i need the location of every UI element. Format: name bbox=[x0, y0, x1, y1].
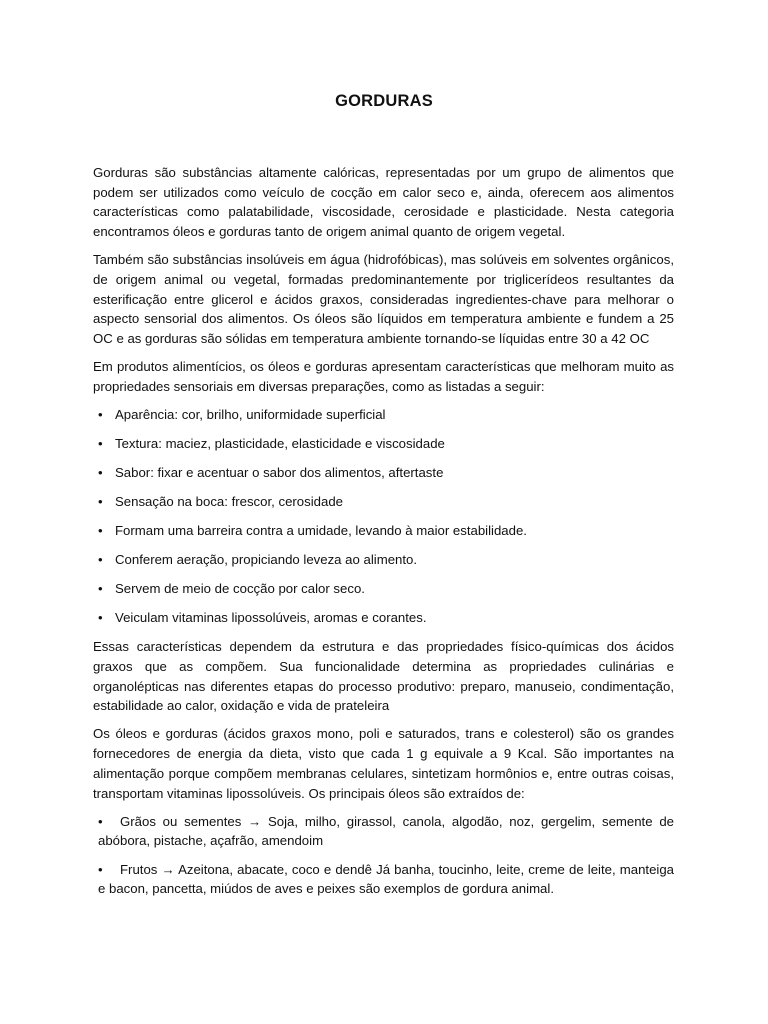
document-body bbox=[93, 163, 674, 908]
list-item bbox=[93, 492, 674, 512]
list-item-text: Aparência: cor, brilho, uniformidade superficial bbox=[115, 407, 386, 423]
paragraph-sensory: Em produtos alimentícios, os óleos e gorduras apresentam características que melhoram muito as propriedades sensoriais em diversas preparações, como as listadas a seguir: bbox=[93, 359, 674, 395]
bullet-icon: • bbox=[98, 407, 103, 423]
list-item-text: Servem de meio de cocção por calor seco. bbox=[115, 581, 365, 597]
paragraph-structure: Essas características dependem da estrutura e das propriedades físico-químicas dos ácidos graxos que as compõem. Sua funcionalidade determina as propriedades culinárias e organolépticas nas diferentes etapas do processo produtivo: preparo, manuseio, condimentação, estabilidade ao calor, oxidação e vida de prateleira bbox=[93, 639, 674, 714]
list-item bbox=[93, 550, 674, 570]
sources-item-fruits bbox=[93, 860, 674, 899]
list-item bbox=[93, 434, 674, 454]
properties-list bbox=[93, 405, 674, 628]
bullet-icon: • bbox=[98, 436, 103, 452]
list-item-text: Sensação na boca: frescor, cerosidade bbox=[115, 494, 343, 510]
list-item-text: Conferem aeração, propiciando leveza ao alimento. bbox=[115, 552, 418, 568]
bullet-icon: • bbox=[98, 581, 103, 597]
list-item bbox=[93, 608, 674, 628]
page-title: GORDURAS bbox=[335, 92, 433, 110]
list-item-text: Frutos → Azeitona, abacate, coco e dendê Já banha, toucinho, leite, creme de leite, manteiga e bacon, pancetta, miúdos de aves e peixes são exemplos de gordura animal. bbox=[98, 861, 674, 897]
bullet-icon: • bbox=[98, 813, 103, 829]
list-item-text: Grãos ou sementes → Soja, milho, girassol, canola, algodão, noz, gergelim, semente de abóbora, pistache, açafrão, amendoim bbox=[98, 813, 674, 849]
list-item-text: Formam uma barreira contra a umidade, levando à maior estabilidade. bbox=[115, 523, 527, 539]
bullet-icon: • bbox=[98, 610, 103, 626]
list-item bbox=[93, 521, 674, 541]
bullet-icon: • bbox=[98, 523, 103, 539]
list-item-text: Veiculam vitaminas lipossolúveis, aromas e corantes. bbox=[115, 610, 427, 626]
list-item bbox=[93, 579, 674, 599]
list-item-text: Textura: maciez, plasticidade, elasticidade e viscosidade bbox=[115, 436, 445, 452]
paragraph-energy: Os óleos e gorduras (ácidos graxos mono, poli e saturados, trans e colesterol) são os grandes fornecedores de energia da dieta, visto que cada 1 g equivale a 9 Kcal. São importantes na alimentação porque compõem membranas celulares, sintetizam hormônios e, entre outras coisas, transportam vitaminas lipossolúveis. Os principais óleos são extraídos de: bbox=[93, 726, 674, 801]
sources-item-grains bbox=[93, 812, 674, 851]
list-item bbox=[93, 405, 674, 425]
paragraph-intro: Gorduras são substâncias altamente calóricas, representadas por um grupo de alimentos que podem ser utilizados como veículo de cocção em calor seco e, ainda, oferecem aos alimentos características como palatabilidade, viscosidade, cerosidade e plasticidade. Nesta categoria encontramos óleos e gorduras tanto de origem animal quanto de origem vegetal. bbox=[93, 165, 674, 240]
bullet-icon: • bbox=[98, 465, 103, 481]
bullet-icon: • bbox=[98, 552, 103, 568]
list-item bbox=[93, 463, 674, 483]
bullet-icon: • bbox=[98, 494, 103, 510]
list-item-text: Sabor: fixar e acentuar o sabor dos alimentos, aftertaste bbox=[115, 465, 444, 481]
bullet-icon: • bbox=[98, 861, 103, 877]
paragraph-properties: Também são substâncias insolúveis em água (hidrofóbicas), mas solúveis em solventes orgânicos, de origem animal ou vegetal, formadas predominantemente por triglicerídeos resultantes da esterificação entre glicerol e ácidos graxos, consideradas ingredientes-chave para melhorar o aspecto sensorial dos alimentos. Os óleos são líquidos em temperatura ambiente e fundem a 25 OC e as gorduras são sólidas em temperatura ambiente tornando-se líquidas entre 30 a 42 OC bbox=[93, 252, 674, 347]
